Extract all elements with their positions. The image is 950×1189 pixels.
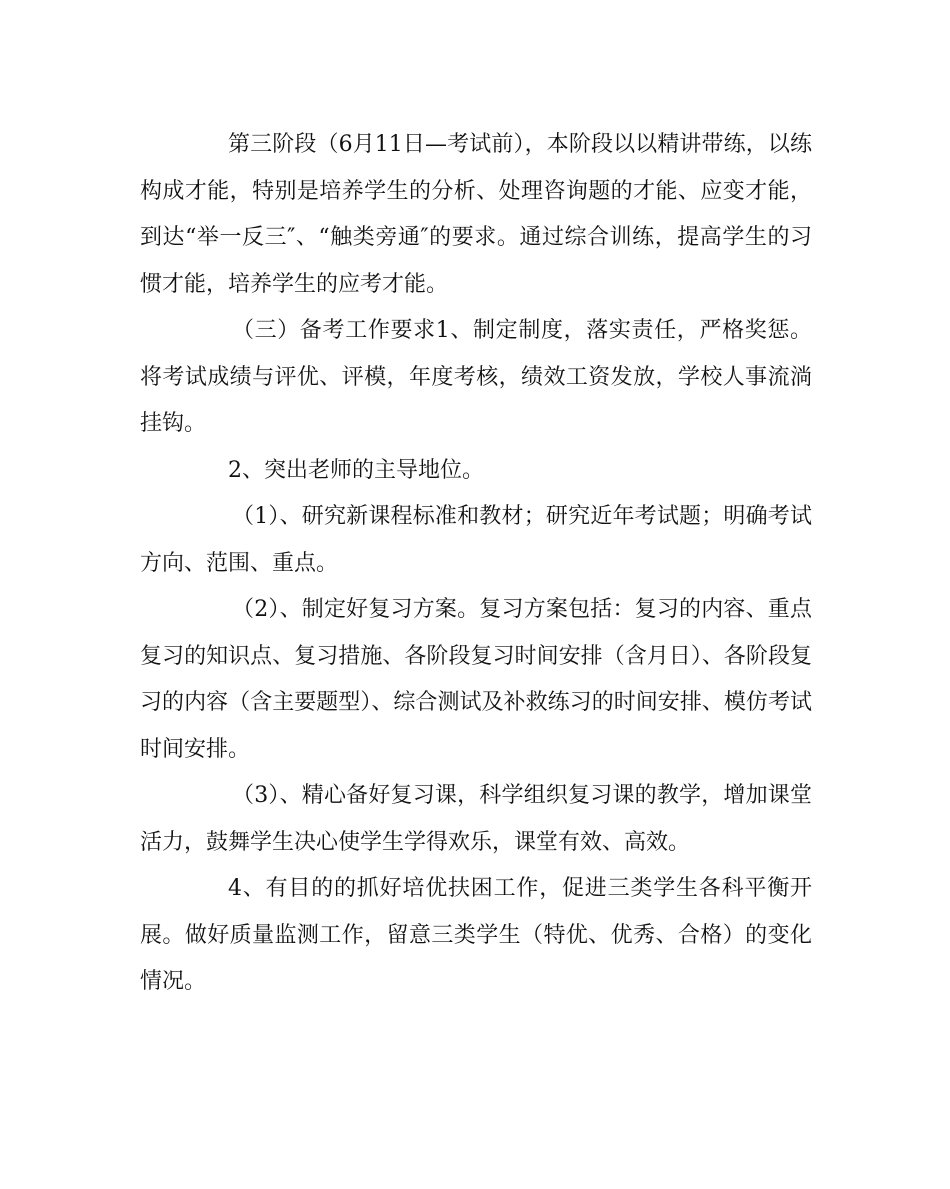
document-body: [140, 122, 812, 1006]
paragraph-requirements: （三）备考工作要求1、制定制度，落实责任，严格奖惩。将考试成绩与评优、评模，年度考核，绩效工资发放，学校人事流淌挂钩。: [140, 318, 812, 436]
paragraph-item-2: （2）、制定好复习方案。复习方案包括：复习的内容、重点复习的知识点、复习措施、各阶段复习时间安排（含月日）、各阶段复习的内容（含主要题型）、综合测试及补救练习的时间安排、模仿考试时间安排。: [140, 597, 812, 762]
paragraph-teacher-role: 2、突出老师的主导地位。: [228, 457, 484, 483]
paragraph-point-4: 4、有目的的抓好培优扶困工作，促进三类学生各科平衡开展。做好质量监测工作，留意三类学生（特优、优秀、合格）的变化情况。: [140, 876, 812, 994]
paragraph-stage-three: 第三阶段（6月11日—考试前），本阶段以以精讲带练，以练构成才能，特别是培养学生的分析、处理咨询题的才能、应变才能，到达“举一反三″、“触类旁通″的要求。通过综合训练，提高学生的习惯才能，培养学生的应考才能。: [140, 132, 812, 297]
paragraph-item-3: （3）、精心备好复习课，科学组织复习课的教学，增加课堂活力，鼓舞学生决心使学生学得欢乐，课堂有效、高效。: [140, 783, 812, 855]
paragraph-item-1: （1）、研究新课程标准和教材；研究近年考试题；明确考试方向、范围、重点。: [140, 504, 812, 576]
